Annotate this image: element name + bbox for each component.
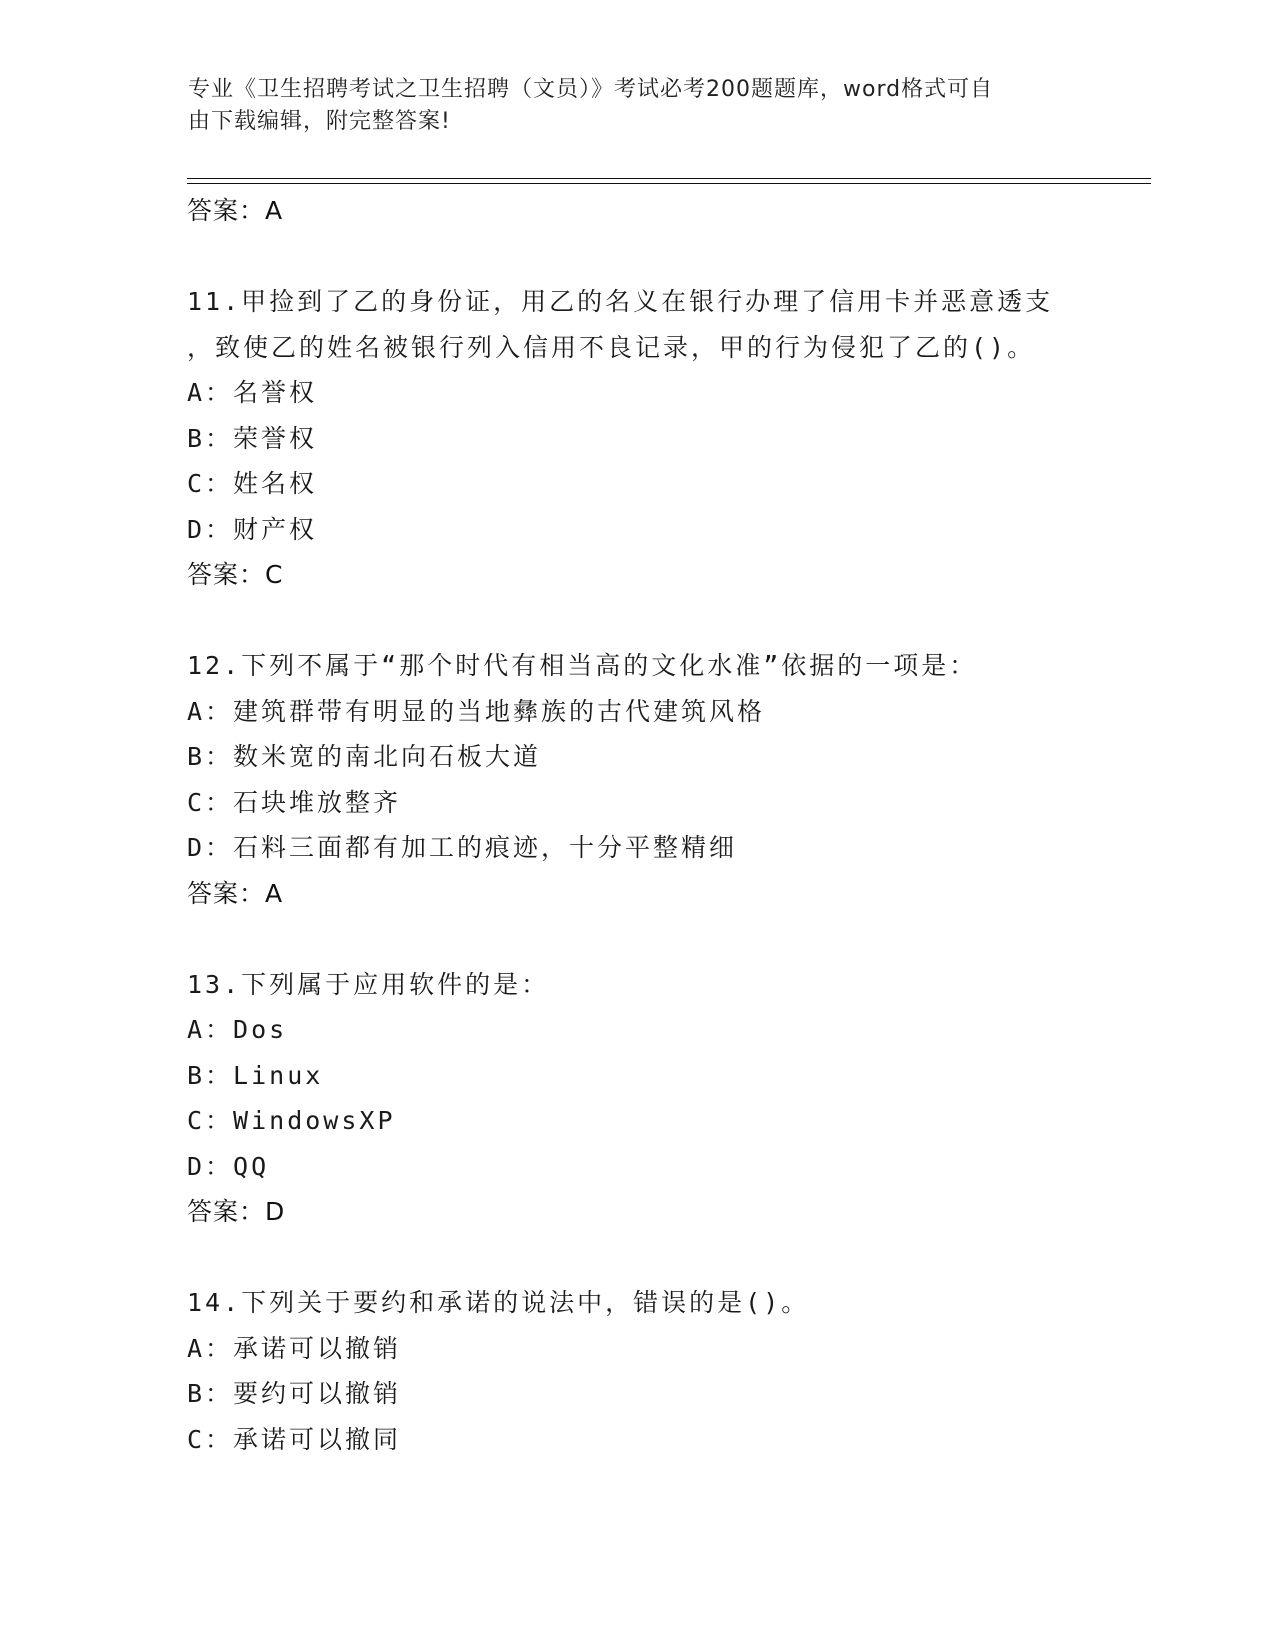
spacer [187,1235,1147,1281]
option-a: A：Dos [187,1015,288,1044]
option-c: C：石块堆放整齐 [187,787,402,817]
question-stem: 13.下列属于应用软件的是： [187,969,550,999]
question-stem: 11.甲捡到了乙的身份证，用乙的名义在银行办理了信用卡并恶意透支 [187,287,1054,316]
spacer [187,234,1147,280]
question-stem: 12.下列不属于“那个时代有相当高的文化水准”依据的一项是： [187,651,978,680]
previous-answer: 答案：A [187,196,284,225]
option-c: C：WindowsXP [187,1106,396,1135]
question-14 [187,1280,1147,1462]
answer: 答案：C [187,560,284,589]
header-divider-top [187,178,1151,179]
option-d: D：石料三面都有加工的痕迹，十分平整精细 [187,833,738,862]
header-divider-bottom [187,183,1151,184]
document-header [188,74,1068,138]
option-a: A：承诺可以撤销 [187,1333,402,1363]
answer: 答案：A [187,878,284,908]
question-13 [187,962,1147,1235]
option-d: D：财产权 [187,514,318,544]
question-11 [187,279,1147,598]
spacer [187,916,1147,962]
option-b: B：要约可以撤销 [187,1379,402,1408]
question-12 [187,643,1147,916]
option-b: B：Linux [187,1060,324,1090]
option-a: A：建筑群带有明显的当地彝族的古代建筑风格 [187,696,766,726]
option-c: C：姓名权 [187,469,318,498]
question-list [187,188,1147,1462]
answer: 答案：D [187,1197,286,1226]
spacer [187,598,1147,644]
header-line-1: 专业《卫生招聘考试之卫生招聘（文员）》考试必考200题题库，word格式可自 [188,77,994,102]
header-line-2: 由下载编辑，附完整答案! [188,109,451,134]
option-d: D：QQ [187,1151,270,1181]
option-b: B：数米宽的南北向石板大道 [187,742,542,771]
question-stem-continued: ，致使乙的姓名被银行列入信用不良记录，甲的行为侵犯了乙的()。 [187,332,1036,362]
question-stem: 14.下列关于要约和承诺的说法中，错误的是()。 [187,1288,810,1317]
option-b: B：荣誉权 [187,423,318,453]
option-c: C：承诺可以撤同 [187,1424,402,1454]
option-a: A：名誉权 [187,378,318,407]
